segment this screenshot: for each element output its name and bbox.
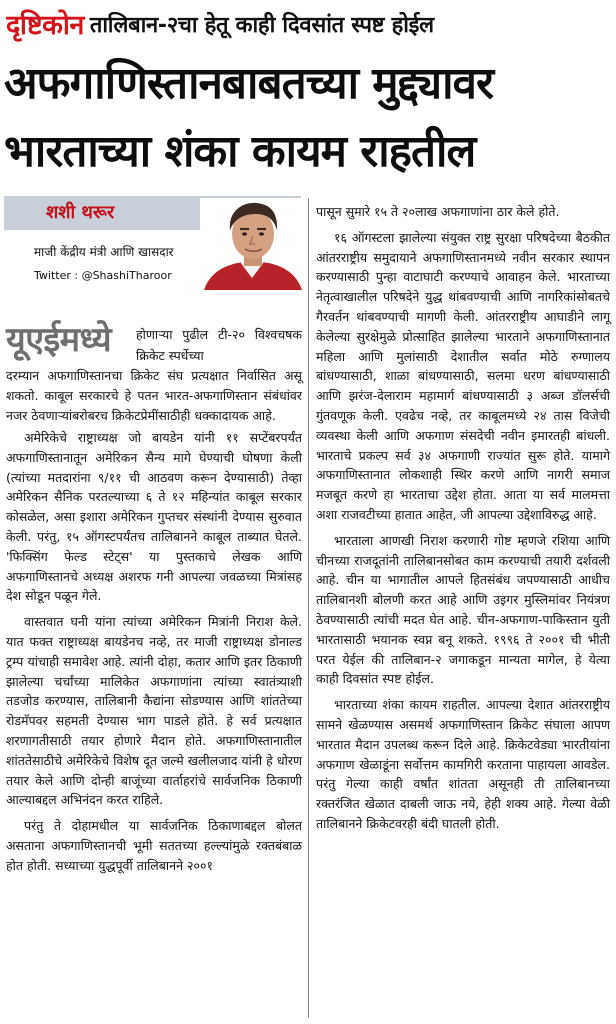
byline-box [4, 196, 301, 292]
headline-line-2: भारताच्या शंका कायम राहतील [4, 126, 476, 177]
column-divider [308, 198, 309, 1018]
article-paragraph: भारताच्या शंका कायम राहतील. आपल्या देशात आंतरराष्ट्रीय सामने खेळण्यास असमर्थ अफगाणिस्तान क्रिकेट संघाला आपण भारतात मैदान उपलब्ध करून दिले आहे. क्रिकेटवेड्या भारतीयांना अफगाण खेळाडूंना सर्वोत्तम कामगिरी करताना पाहायला आवडेल. परंतु गेल्या काही वर्षांत शांतता असूनही ती तालिबानच्या रक्तरंजित खेळात दाबली जाऊ नये, हेही शक्य आहे. गेल्या वेळी तालिबानने क्रिकेटवरही बंदी घातली होती. [316, 697, 610, 831]
author-portrait-icon [200, 198, 304, 290]
author-twitter: Twitter : @ShashiTharoor [34, 269, 172, 282]
article-paragraph: अमेरिकेचे राष्ट्राध्यक्ष जो बायडेन यांनी ११ सप्टेंबरपर्यंत अफगाणिस्तानातून अमेरिकन सैन्य मागे घेण्याची घोषणा केली (त्यांच्या मतदारांना ९/११ ची आठवण करून देण्यासाठी) तेव्हा अमेरिकन सैनिक परतल्याच्या ६ ते १२ महिन्यांत काबूल सरकार कोसळेल, असा इशारा अमेरिकन गुप्तचर संस्थांनी देण्यास सुरुवात केली. परंतु, १५ ऑगस्टपर्यंतच तालिबानने काबूल ताब्यात घेतले. 'फिक्सिंग फेल्ड स्टेट्स' या पुस्तकाचे लेखक आणि अफगाणिस्तानचे अध्यक्ष अशरफ गनी आपल्या जवळच्या मित्रांसह देश सोडून पळून गेले. [6, 430, 302, 604]
article-column-right [316, 202, 610, 834]
article-paragraph: परंतु ते दोहामधील या सार्वजनिक ठिकाणाबद्दल बोलत असताना अफगाणिस्तानची भूमी सततच्या हल्ल्यांमुळे रक्तबंबाळ होत होती. सध्याच्या युद्धपूर्वी तालिबानने २००१ [6, 818, 302, 873]
column-brand: दृष्टिकोन [6, 10, 84, 41]
lead-text-first: होणाऱ्या पुढील टी-२० विश्वचषक क्रिकेट स्पर्धेच्या [136, 327, 302, 363]
article-paragraph: भारताला आणखी निराश करणारी गोष्ट म्हणजे रशिया आणि चीनच्या राजदूतांनी तालिबानसोबत काम करण्याची तयारी दर्शवली आहे. चीन या भागातील आपले हितसंबंध जपण्यासाठी आधीच तालिबानशी बोलणी करत आहे आणि उइगर मुस्लिमांवर नियंत्रण ठेवण्यासाठी त्यांची मदत घेत आहे. चीन-अफगाण-पाकिस्तान युती भारतासाठी भयानक स्वप्न बनू शकते. १९९६ ते २००१ ची भीती परत येईल की तालिबान-२ जगाकडून मान्यता मागेल, हे येत्या काही दिवसांत स्पष्ट होईल. [316, 532, 610, 687]
article-paragraph: १६ ऑगस्टला झालेल्या संयुक्त राष्ट्र सुरक्षा परिषदेच्या बैठकीत आंतरराष्ट्रीय समुदायाने अफगाणिस्तानमध्ये नवीन सरकार स्थापन करण्यासाठी पुन्हा वाटाघाटी करण्याचे आवाहन केले. भारताच्या नेतृत्वाखालील परिषदेने युद्ध थांबवण्याची आणि नागरिकांसोबतचे गैरवर्तन थांबवण्याची मागणी केली. आंतरराष्ट्रीय आघाडीने लागू केलेल्या सुरक्षेमुळे प्रोत्साहित झालेल्या भारताने अफगाणिस्तानात महिला आणि मुलांसाठी देशातील सर्वात मोठे रुग्णालय बांधण्यासाठी, शाळा बांधण्यासाठी, सलमा धरण बांधण्यासाठी आणि झरंज-देलाराम महामार्ग बांधण्यासाठी ३ अब्ज डॉलर्सची गुंतवणूक केली. एवढेच नव्हे, तर काबूलमध्ये २४ तास विजेची व्यवस्था केली आणि अफगाण संसदेची नवीन इमारतही बांधली. भारताचे प्रकल्प सर्व ३४ अफगाणी राज्यांत सुरू होते. यामागे अफगाणिस्तानात लोकशाही स्थिर करणे आणि नागरी समाज मजबूत करणे हा भारताचा उद्देश होता. आता या सर्व मालमत्ता अशा राजवटीच्या हातात आहेत, जी आपल्या उद्देशाविरुद्ध आहे. [316, 229, 610, 522]
author-name: शशी थरूर [46, 202, 115, 223]
article-column-left [6, 428, 302, 876]
column-subheading: तालिबान-२चा हेतू काही दिवसांत स्पष्ट होईल [89, 13, 434, 38]
headline-line-1: अफगाणिस्तानबाबतच्या मुद्द्यावर [4, 58, 493, 109]
dropcap-word: यूएईमध्ये [6, 320, 112, 360]
lead-text-second: दरम्यान अफगाणिस्तानचा क्रिकेट संघ प्रत्यक्षात निर्वासित असू शकतो. काबूल सरकारचे हे पतन भारत-अफगाणिस्तान संबंधांवर नजर ठेवणाऱ्यांबरोबरच क्रिकेटप्रेमींसाठीही धक्कादायक आहे. [6, 368, 302, 423]
article-paragraph: वास्तवात घनी यांना त्यांच्या अमेरिकन मित्रांनी निराश केले. यात फक्त राष्ट्राध्यक्ष बायडेनच नव्हे, तर माजी राष्ट्राध्यक्ष डोनाल्ड ट्रम्प यांचाही समावेश आहे. त्यांनी दोहा, कतार आणि इतर ठिकाणी झालेल्या चर्चांच्या मालिकेत अफगाणांना त्यांच्या स्वातंत्र्याशी तडजोड करण्यास, तालिबानी कैद्यांना सोडण्यास आणि शांततेच्या रोडमॅपवर सहमती देण्यास भाग पाडले होते. हे सर्व प्रत्यक्षात शरणागतीसाठी तयार होणारे मैदान होते. अफगाणिस्तानातील शांततेसाठीचे अमेरिकेचे विशेष दूत जल्मे खलीलजाद यांनी हे धोरण तयार केले आणि दोन्ही बाजूंच्या वार्ताहरांचे सार्वजनिक ठिकाणी आल्याबद्दल अभिनंदन करत राहिले. [6, 614, 302, 808]
column-strap [6, 4, 610, 48]
author-role: माजी केंद्रीय मंत्री आणि खासदार [34, 245, 174, 259]
article-paragraph: पासून सुमारे १५ ते २०लाख अफगाणांना ठार केले होते. [316, 204, 560, 219]
headline [4, 50, 612, 186]
